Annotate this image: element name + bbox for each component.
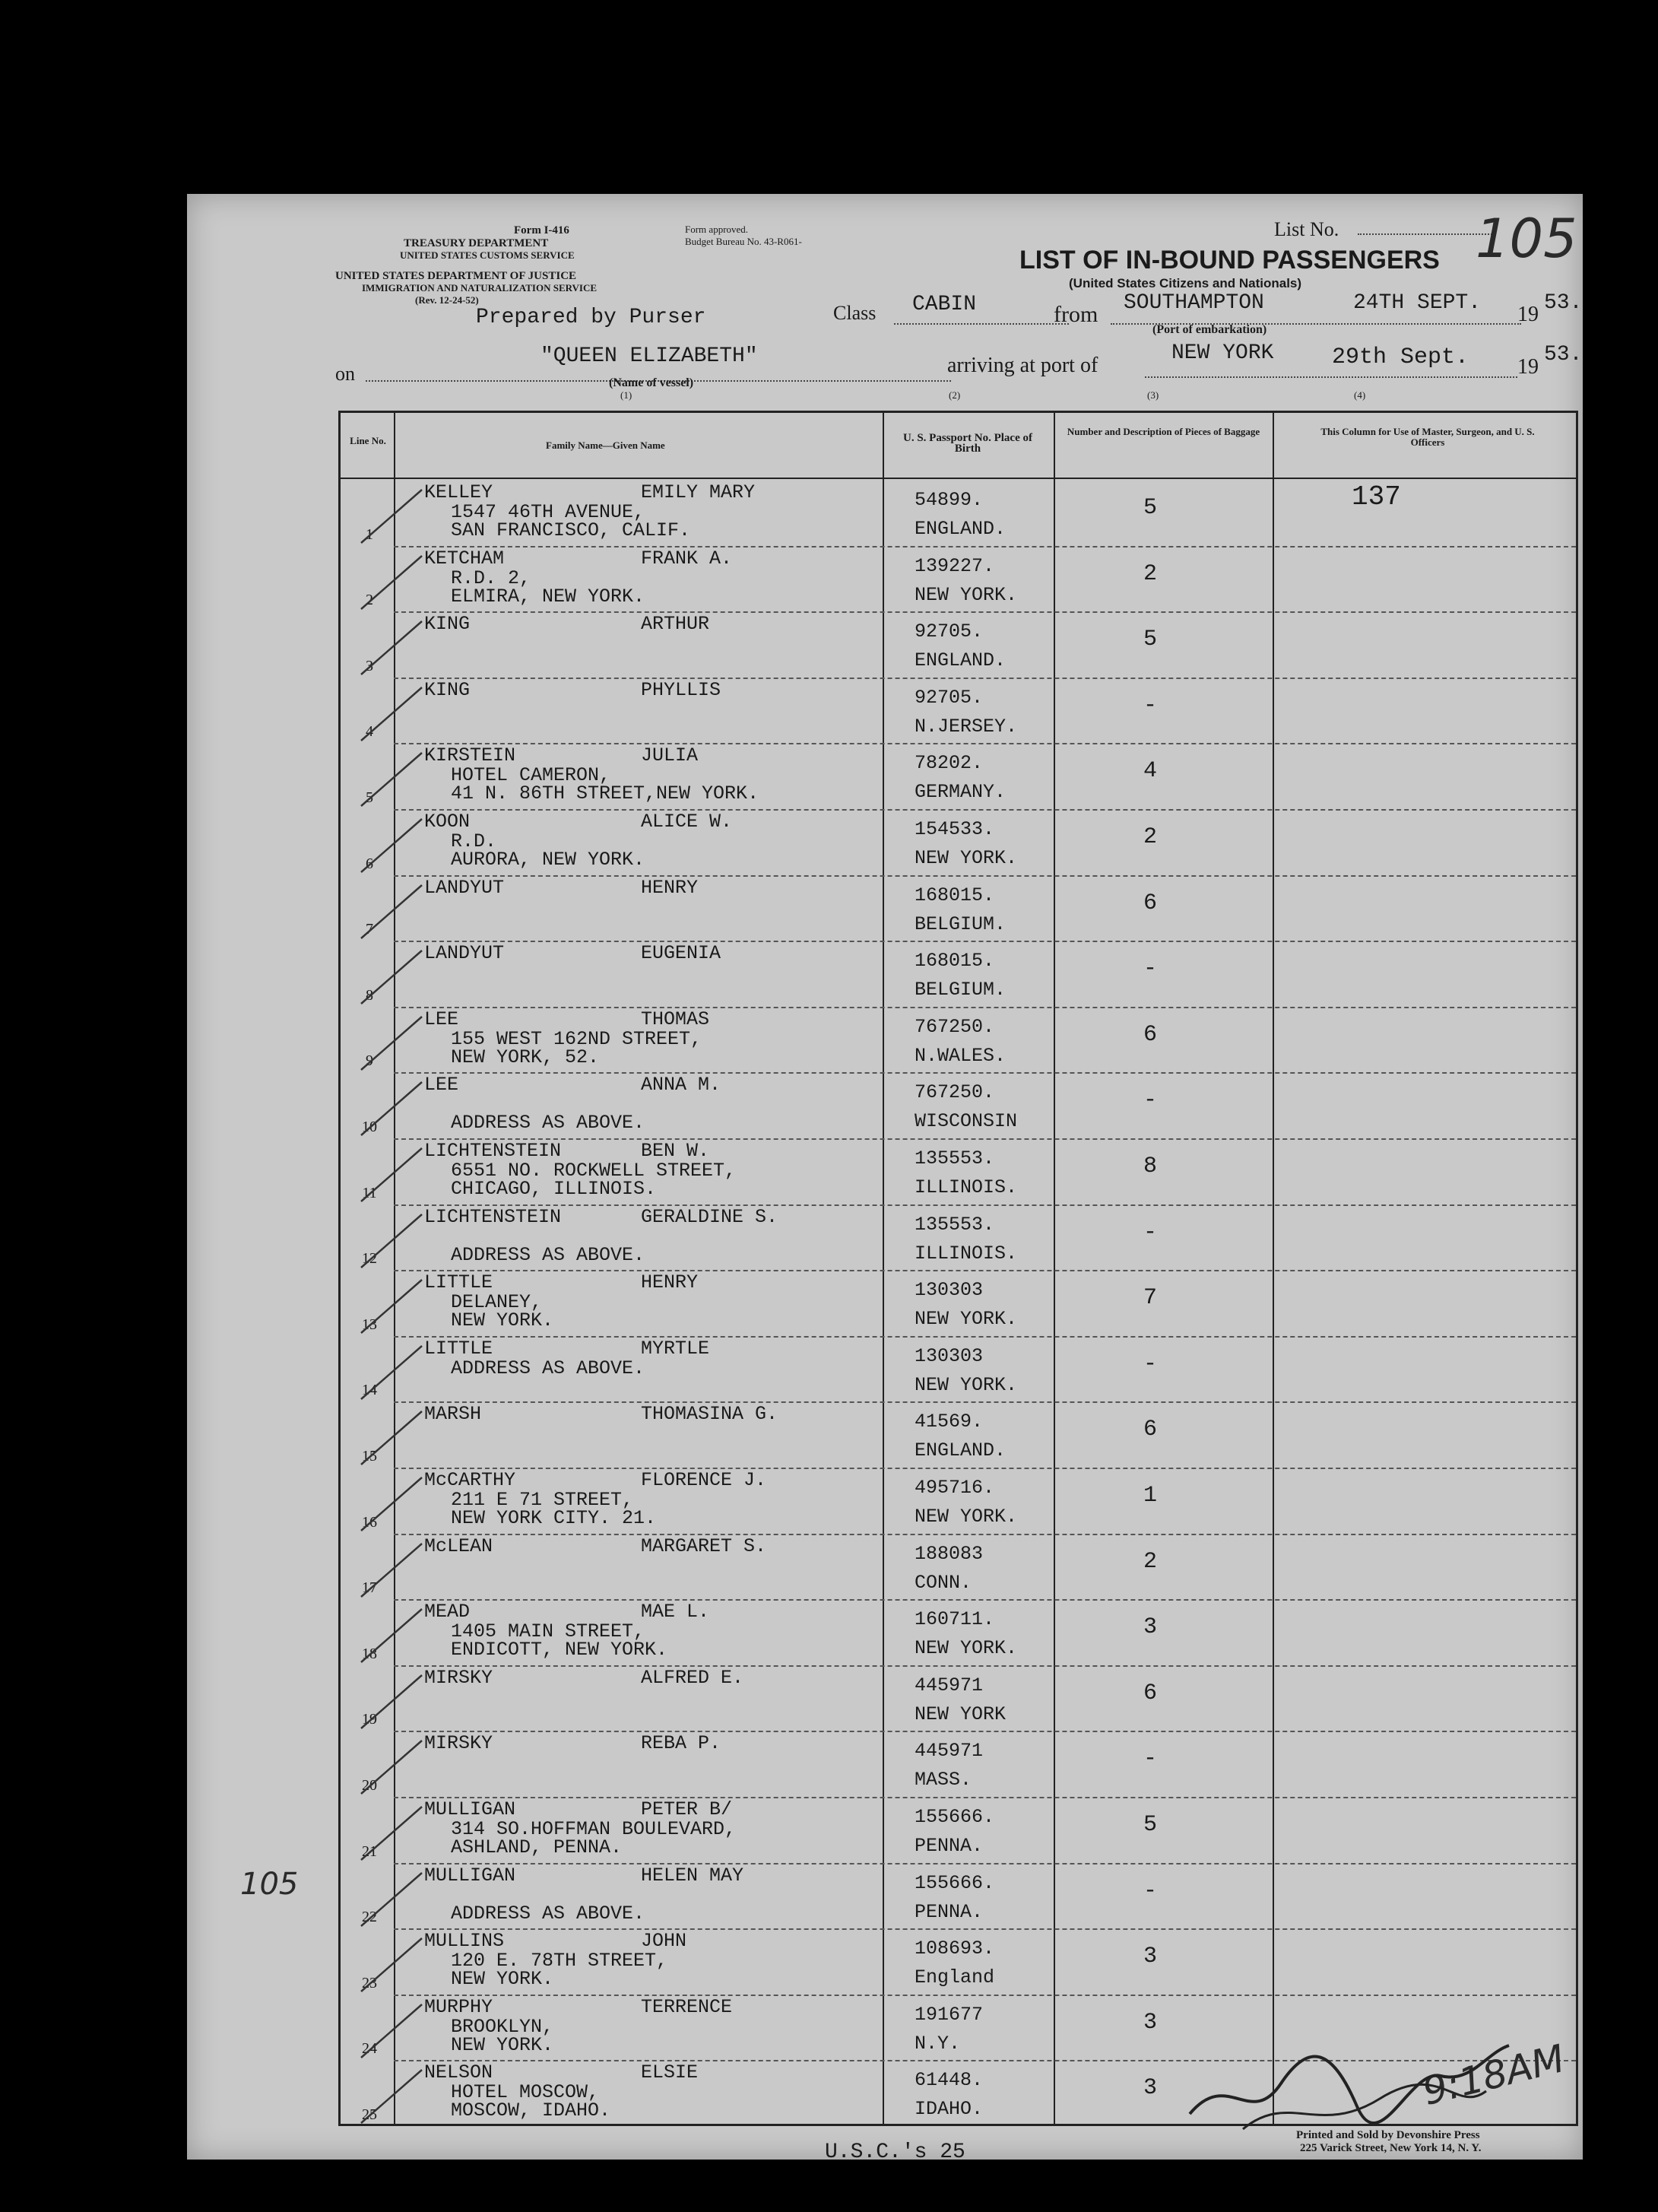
- arriving-label: arriving at port of: [947, 354, 1098, 377]
- table-row: [341, 875, 1576, 941]
- baggage-count: -: [1143, 956, 1157, 982]
- family-name: MULLIGAN: [424, 1864, 516, 1887]
- check-mark-icon: [357, 1737, 426, 1798]
- place-of-birth: N.JERSEY.: [915, 715, 1018, 738]
- address-line-2: ADDRESS AS ABOVE.: [451, 1112, 645, 1135]
- family-name: LEE: [424, 1074, 459, 1096]
- form-approved: Form approved.: [685, 224, 749, 235]
- line-number: 10: [362, 1118, 377, 1135]
- check-mark-icon: [357, 2001, 426, 2061]
- passport-number: 767250.: [915, 1015, 995, 1038]
- family-name: LITTLE: [424, 1337, 493, 1360]
- table-row: [341, 1138, 1576, 1204]
- vessel-name: "QUEEN ELIZABETH": [541, 344, 758, 368]
- baggage-count: -: [1143, 1877, 1157, 1904]
- table-row: [341, 546, 1576, 612]
- passport-number: 445971: [915, 1740, 984, 1763]
- address-line-1: DELANEY,: [451, 1291, 543, 1314]
- table-row: [341, 1863, 1576, 1929]
- family-name: MEAD: [424, 1601, 471, 1623]
- officer-signature-icon: [1182, 2023, 1517, 2137]
- table-row: [341, 743, 1576, 809]
- address-line-2: ASHLAND, PENNA.: [451, 1836, 623, 1858]
- year-prefix-1: 19: [1517, 303, 1539, 326]
- given-name: MYRTLE: [641, 1337, 710, 1360]
- place-of-birth: N.Y.: [915, 2032, 961, 2055]
- line-number: 17: [362, 1579, 377, 1597]
- table-row: [341, 678, 1576, 744]
- address-line-1: HOTEL MOSCOW,: [451, 2081, 600, 2104]
- passport-number: 155666.: [915, 1806, 995, 1828]
- check-mark-icon: [357, 1211, 426, 1271]
- family-name: MULLIGAN: [424, 1798, 516, 1820]
- address-line-2: NEW YORK.: [451, 1968, 554, 1991]
- given-name: ARTHUR: [641, 613, 710, 636]
- col-number-4: (4): [1354, 389, 1366, 401]
- budget-bureau: Budget Bureau No. 43-R061-: [685, 236, 802, 247]
- address-line-2: MOSCOW, IDAHO.: [451, 2099, 611, 2122]
- check-mark-icon: [357, 486, 426, 547]
- header-name: Family Name—Given Name: [546, 440, 665, 451]
- baggage-count: 8: [1143, 1154, 1157, 1179]
- check-mark-icon: [357, 1013, 426, 1074]
- check-mark-icon: [357, 1078, 426, 1139]
- given-name: MARGARET S.: [641, 1534, 767, 1557]
- given-name: PETER B/: [641, 1798, 733, 1820]
- family-name: KING: [424, 678, 471, 701]
- line-number: 16: [362, 1513, 377, 1531]
- check-mark-icon: [357, 684, 426, 744]
- year-1: 53.: [1544, 291, 1583, 315]
- check-mark-icon: [357, 617, 426, 678]
- baggage-count: 5: [1143, 1812, 1157, 1838]
- baggage-count: 6: [1143, 1417, 1157, 1443]
- line-number: 2: [366, 592, 373, 609]
- passport-number: 41569.: [915, 1411, 984, 1433]
- family-name: KIRSTEIN: [424, 744, 516, 767]
- table-row: [341, 1401, 1576, 1468]
- from-value: SOUTHAMPTON: [1124, 291, 1264, 315]
- passport-number: 54899.: [915, 489, 984, 511]
- line-number: 7: [366, 921, 373, 938]
- header-passport: U. S. Passport No. Place of Birth: [903, 432, 1032, 455]
- baggage-count: 3: [1143, 2009, 1157, 2036]
- list-number: 105: [1476, 208, 1577, 270]
- line-number: 9: [366, 1052, 373, 1070]
- line-number: 22: [362, 1909, 377, 1926]
- address-line-1: 6551 NO. ROCKWELL STREET,: [451, 1160, 737, 1182]
- line-number: 6: [366, 855, 373, 872]
- address-line-1: 120 E. 78TH STREET,: [451, 1950, 668, 1972]
- place-of-birth: NEW YORK.: [915, 1308, 1018, 1331]
- family-name: LITTLE: [424, 1271, 493, 1294]
- passport-number: 168015.: [915, 950, 995, 973]
- ins-service: IMMIGRATION AND NATURALIZATION SERVICE: [362, 282, 598, 294]
- address-line-2: NEW YORK.: [451, 2033, 554, 2056]
- place-of-birth: PENNA.: [915, 1835, 984, 1857]
- baggage-count: -: [1143, 1350, 1157, 1377]
- given-name: JULIA: [641, 744, 699, 767]
- check-mark-icon: [357, 1407, 426, 1468]
- customs-service: UNITED STATES CUSTOMS SERVICE: [400, 249, 575, 261]
- given-name: GERALDINE S.: [641, 1205, 778, 1228]
- baggage-count: 2: [1143, 1548, 1157, 1575]
- address-line-1: HOTEL CAMERON,: [451, 764, 611, 787]
- col-number-1: (1): [620, 389, 632, 401]
- check-mark-icon: [357, 1276, 426, 1337]
- table-row: [341, 1270, 1576, 1336]
- check-mark-icon: [357, 1144, 426, 1205]
- header-officers: This Column for Use of Master, Surgeon, and U. S. Officers: [1320, 426, 1535, 448]
- line-number: 18: [362, 1645, 377, 1662]
- line-number: 3: [366, 657, 373, 674]
- table-row: [341, 1797, 1576, 1863]
- place-of-birth: BELGIUM.: [915, 912, 1007, 935]
- passport-number: 130303: [915, 1279, 984, 1302]
- year-prefix-2: 19: [1517, 355, 1539, 379]
- header-line-no: Line No.: [350, 435, 386, 446]
- list-no-label: List No.: [1274, 218, 1339, 240]
- baggage-count: 6: [1143, 890, 1157, 916]
- table-row: [341, 1007, 1576, 1073]
- family-name: LANDYUT: [424, 942, 505, 965]
- check-mark-icon: [357, 1540, 426, 1601]
- arrival-port: NEW YORK: [1171, 341, 1274, 365]
- embark-label: (Port of embarkation): [1152, 323, 1267, 336]
- address-line-2: CHICAGO, ILLINOIS.: [451, 1178, 657, 1200]
- list-subtitle: (United States Citizens and Nationals): [1069, 276, 1302, 290]
- passport-number: 139227.: [915, 554, 995, 577]
- form-code: U.S.C.'s 25: [825, 2141, 965, 2164]
- year-2: 53.: [1544, 343, 1583, 367]
- place-of-birth: NEW YORK: [915, 1703, 1007, 1725]
- place-of-birth: NEW YORK.: [915, 1637, 1018, 1660]
- check-mark-icon: [357, 947, 426, 1008]
- printer-line-1: Printed and Sold by Devonshire Press: [1296, 2129, 1480, 2141]
- table-row: [341, 1599, 1576, 1665]
- place-of-birth: ILLINOIS.: [915, 1242, 1018, 1265]
- place-of-birth: CONN.: [915, 1571, 972, 1594]
- check-mark-icon: [357, 1342, 426, 1403]
- check-mark-icon: [357, 1869, 426, 1930]
- line-number: 4: [366, 723, 373, 741]
- address-line-1: 155 WEST 162ND STREET,: [451, 1027, 702, 1050]
- family-name: MIRSKY: [424, 1732, 493, 1755]
- place-of-birth: GERMANY.: [915, 781, 1007, 804]
- check-mark-icon: [357, 881, 426, 942]
- class-label: Class: [833, 302, 877, 324]
- family-name: KOON: [424, 811, 471, 833]
- given-name: ELSIE: [641, 2061, 699, 2084]
- passport-number: 61448.: [915, 2069, 984, 2092]
- given-name: THOMAS: [641, 1008, 710, 1030]
- address-line-1: 1547 46TH AVENUE,: [451, 501, 645, 523]
- place-of-birth: NEW YORK.: [915, 583, 1018, 606]
- place-of-birth: ENGLAND.: [915, 649, 1007, 672]
- line-number: 21: [362, 1842, 377, 1860]
- baggage-count: 2: [1143, 824, 1157, 850]
- line-number: 25: [362, 2106, 377, 2123]
- table-row: [341, 611, 1576, 678]
- passport-number: 495716.: [915, 1477, 995, 1499]
- line-number: 11: [362, 1184, 377, 1201]
- given-name: HELEN MAY: [641, 1864, 744, 1887]
- table-row: [341, 1534, 1576, 1600]
- place-of-birth: ILLINOIS.: [915, 1176, 1018, 1198]
- given-name: BEN W.: [641, 1140, 710, 1162]
- baggage-count: 5: [1143, 627, 1157, 653]
- family-name: LICHTENSTEIN: [424, 1205, 562, 1228]
- table-row: [341, 1204, 1576, 1271]
- check-mark-icon: [357, 1934, 426, 1995]
- address-line-2: NEW YORK, 52.: [451, 1046, 600, 1068]
- line-number: 15: [362, 1447, 377, 1465]
- given-name: PHYLLIS: [641, 678, 721, 701]
- passport-number: 78202.: [915, 752, 984, 775]
- table-row: [341, 1072, 1576, 1138]
- family-name: LICHTENSTEIN: [424, 1140, 562, 1162]
- given-name: REBA P.: [641, 1732, 721, 1755]
- passport-number: 168015.: [915, 884, 995, 906]
- check-mark-icon: [357, 749, 426, 810]
- col-number-2: (2): [949, 389, 961, 401]
- prepared-by: Prepared by Purser: [476, 306, 706, 329]
- line-number: 5: [366, 789, 373, 806]
- check-mark-icon: [357, 1605, 426, 1666]
- given-name: JOHN: [641, 1930, 687, 1953]
- address-line-2: ADDRESS AS ABOVE.: [451, 1243, 645, 1266]
- passport-number: 92705.: [915, 686, 984, 709]
- check-mark-icon: [357, 2066, 426, 2127]
- address-line-1: ADDRESS AS ABOVE.: [451, 1357, 645, 1379]
- address-line-2: ENDICOTT, NEW YORK.: [451, 1639, 668, 1661]
- baggage-count: 3: [1143, 1614, 1157, 1641]
- given-name: ANNA M.: [641, 1074, 721, 1096]
- place-of-birth: BELGIUM.: [915, 979, 1007, 1001]
- given-name: FRANK A.: [641, 547, 733, 570]
- place-of-birth: ENGLAND.: [915, 518, 1007, 540]
- baggage-count: 5: [1143, 495, 1157, 521]
- baggage-count: 6: [1143, 1680, 1157, 1706]
- family-name: McLEAN: [424, 1534, 493, 1557]
- line-number: 23: [362, 1974, 377, 1991]
- line-number: 19: [362, 1711, 377, 1728]
- passenger-table: [338, 411, 1578, 2126]
- margin-note: 105: [240, 1867, 299, 1902]
- place-of-birth: PENNA.: [915, 1900, 984, 1923]
- officer-notes: 137: [1352, 481, 1401, 513]
- baggage-count: 4: [1143, 758, 1157, 785]
- col-number-3: (3): [1147, 389, 1159, 401]
- place-of-birth: IDAHO.: [915, 2098, 984, 2121]
- given-name: TERRENCE: [641, 1995, 733, 2018]
- place-of-birth: England: [915, 1966, 995, 1989]
- table-row: [341, 941, 1576, 1007]
- check-mark-icon: [357, 552, 426, 613]
- table-row: [341, 1468, 1576, 1534]
- table-row: [341, 1665, 1576, 1731]
- baggage-count: 3: [1143, 1944, 1157, 1970]
- line-number: 14: [362, 1382, 377, 1399]
- family-name: MURPHY: [424, 1995, 493, 2018]
- line-number: 24: [362, 2040, 377, 2058]
- family-name: LEE: [424, 1008, 459, 1030]
- address-line-2: NEW YORK CITY. 21.: [451, 1507, 657, 1529]
- class-value: CABIN: [912, 293, 977, 316]
- address-line-2: SAN FRANCISCO, CALIF.: [451, 519, 691, 541]
- baggage-count: -: [1143, 1087, 1157, 1114]
- address-line-1: 211 E 71 STREET,: [451, 1489, 634, 1511]
- family-name: MARSH: [424, 1403, 482, 1426]
- passport-number: 130303: [915, 1344, 984, 1367]
- baggage-count: 2: [1143, 560, 1157, 587]
- check-mark-icon: [357, 1671, 426, 1732]
- line-number: 1: [366, 525, 373, 543]
- check-mark-icon: [357, 1803, 426, 1864]
- family-name: LANDYUT: [424, 876, 505, 899]
- passport-number: 160711.: [915, 1608, 995, 1631]
- handwritten-time: 9:18AM: [1418, 2036, 1569, 2115]
- treasury-dept: TREASURY DEPARTMENT: [404, 237, 549, 249]
- place-of-birth: N.WALES.: [915, 1044, 1007, 1067]
- from-date: 24TH SEPT.: [1353, 291, 1482, 315]
- address-line-1: R.D.: [451, 830, 497, 852]
- table-row: [341, 809, 1576, 875]
- passport-number: 108693.: [915, 1937, 995, 1960]
- baggage-count: 1: [1143, 1483, 1157, 1509]
- given-name: ALFRED E.: [641, 1666, 744, 1689]
- class-line: [894, 323, 1069, 325]
- family-name: KING: [424, 613, 471, 636]
- table-row: [341, 480, 1576, 546]
- baggage-count: 6: [1143, 1021, 1157, 1048]
- baggage-count: -: [1143, 1219, 1157, 1246]
- passport-number: 92705.: [915, 620, 984, 643]
- arrival-date: 29th Sept.: [1332, 344, 1469, 370]
- line-number: 8: [366, 986, 373, 1004]
- given-name: ALICE W.: [641, 811, 733, 833]
- given-name: THOMASINA G.: [641, 1403, 778, 1426]
- given-name: HENRY: [641, 1271, 699, 1294]
- given-name: MAE L.: [641, 1601, 710, 1623]
- address-line-2: ELMIRA, NEW YORK.: [451, 585, 645, 608]
- passport-number: 155666.: [915, 1871, 995, 1894]
- table-row: [341, 1928, 1576, 1995]
- place-of-birth: MASS.: [915, 1769, 972, 1791]
- family-name: MIRSKY: [424, 1666, 493, 1689]
- family-name: KETCHAM: [424, 547, 505, 570]
- given-name: HENRY: [641, 876, 699, 899]
- address-line-1: BROOKLYN,: [451, 2015, 554, 2038]
- header-baggage: Number and Description of Pieces of Baggage: [1067, 426, 1260, 437]
- passport-number: 191677: [915, 2003, 984, 2026]
- baggage-count: -: [1143, 1746, 1157, 1772]
- table-row: [341, 1731, 1576, 1797]
- vessel-label: (Name of vessel): [609, 376, 694, 389]
- family-name: NELSON: [424, 2061, 493, 2084]
- list-no-line: [1358, 233, 1495, 235]
- header-divider: [341, 478, 1576, 479]
- family-name: KELLEY: [424, 481, 493, 503]
- given-name: EMILY MARY: [641, 481, 756, 503]
- form-number: Form I-416: [514, 224, 569, 236]
- address-line-2: ADDRESS AS ABOVE.: [451, 1902, 645, 1925]
- baggage-count: -: [1143, 692, 1157, 719]
- line-number: 13: [362, 1315, 377, 1333]
- passport-number: 154533.: [915, 818, 995, 840]
- passport-number: 445971: [915, 1674, 984, 1696]
- address-line-2: AURORA, NEW YORK.: [451, 849, 645, 871]
- passport-number: 188083: [915, 1542, 984, 1565]
- check-mark-icon: [357, 1474, 426, 1534]
- place-of-birth: WISCONSIN: [915, 1110, 1018, 1133]
- justice-dept: UNITED STATES DEPARTMENT OF JUSTICE: [335, 270, 577, 282]
- family-name: McCARTHY: [424, 1469, 516, 1491]
- address-line-2: 41 N. 86TH STREET,NEW YORK.: [451, 782, 759, 805]
- arrival-line: [1145, 376, 1517, 378]
- given-name: FLORENCE J.: [641, 1469, 767, 1491]
- address-line-2: NEW YORK.: [451, 1309, 554, 1332]
- place-of-birth: NEW YORK.: [915, 847, 1018, 869]
- from-label: from: [1054, 302, 1098, 327]
- given-name: EUGENIA: [641, 942, 721, 965]
- on-label: on: [335, 363, 355, 385]
- passport-number: 767250.: [915, 1081, 995, 1104]
- place-of-birth: NEW YORK.: [915, 1373, 1018, 1396]
- table-row: [341, 1336, 1576, 1402]
- list-title: LIST OF IN-BOUND PASSENGERS: [1019, 246, 1440, 275]
- check-mark-icon: [357, 815, 426, 876]
- address-line-1: 1405 MAIN STREET,: [451, 1620, 645, 1643]
- printer-line-2: 225 Varick Street, New York 14, N. Y.: [1300, 2142, 1482, 2154]
- place-of-birth: ENGLAND.: [915, 1439, 1007, 1462]
- baggage-count: 3: [1143, 2075, 1157, 2102]
- passport-number: 135553.: [915, 1147, 995, 1169]
- family-name: MULLINS: [424, 1930, 505, 1953]
- address-line-1: 314 SO.HOFFMAN BOULEVARD,: [451, 1818, 737, 1840]
- passport-number: 135553.: [915, 1213, 995, 1236]
- place-of-birth: NEW YORK.: [915, 1506, 1018, 1528]
- line-number: 12: [362, 1250, 377, 1268]
- address-line-1: R.D. 2,: [451, 566, 531, 589]
- line-number: 20: [362, 1776, 377, 1794]
- baggage-count: 7: [1143, 1285, 1157, 1312]
- revision: (Rev. 12-24-52): [415, 294, 479, 306]
